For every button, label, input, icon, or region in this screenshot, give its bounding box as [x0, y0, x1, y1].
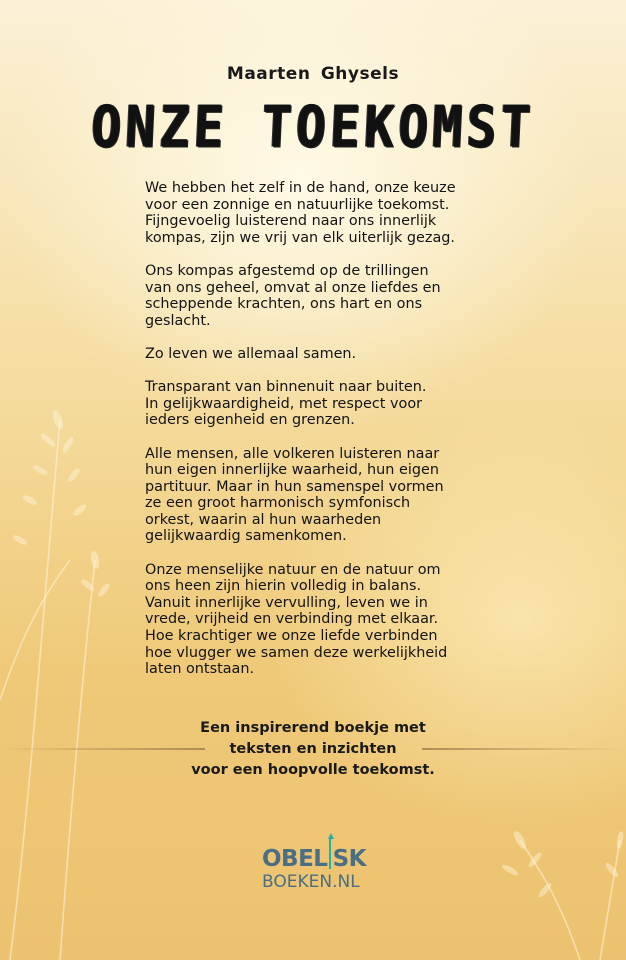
paragraph: Alle mensen, alle volkeren luisteren naar hun eigen innerlijke waarheid, hun eigen partituur. Maar in hun samenspel vormen ze een groot harmonisch symfonisch orkest, waarin al hun waarheden gelijkwaardig samenkomen. — [145, 445, 444, 545]
logo-wordmark — [262, 838, 366, 872]
back-cover-text — [145, 180, 495, 694]
paragraph: Transparant van binnenuit naar buiten. In gelijkwaardigheid, met respect voor ieders eigenheid en grenzen. — [145, 379, 427, 429]
logo-text-left: OBEL — [262, 846, 328, 872]
logo-domain: BOEKEN.NL — [262, 872, 360, 892]
book-title: ONZE TOEKOMST — [89, 93, 537, 161]
publisher-logo — [262, 838, 366, 898]
paragraph: Zo leven we allemaal samen. — [145, 345, 357, 362]
paragraph: Onze menselijke natuur en de natuur om ons heen zijn hierin volledig in balans. Vanuit innerlijke vervulling, leven we in vrede, vrijheid en verbinding met elkaar. Hoe krachtiger we onze liefde verbinden hoe vlugger we samen deze werkelijkheid laten ontstaan. — [145, 561, 448, 678]
paragraph: We hebben het zelf in de hand, onze keuze voor een zonnige en natuurlijke toekomst. Fijngevoelig luisterend naar ons innerlijk kompas, zijn we vrij van elk uiterlijk gezag. — [145, 180, 456, 246]
logo-text-right: SK — [332, 846, 366, 872]
tagline-line: voor een hoopvolle toekomst. — [191, 762, 435, 778]
author-name: Maarten Ghysels — [226, 64, 400, 84]
obelisk-icon — [329, 839, 330, 869]
tagline — [0, 718, 626, 781]
tagline-line: Een inspirerend boekje met — [200, 720, 426, 736]
paragraph: Ons kompas afgestemd op de trillingen van ons geheel, omvat al onze liefdes en scheppende krachten, ons hart en ons geslacht. — [145, 262, 441, 329]
tagline-line: teksten en inzichten — [229, 741, 397, 757]
